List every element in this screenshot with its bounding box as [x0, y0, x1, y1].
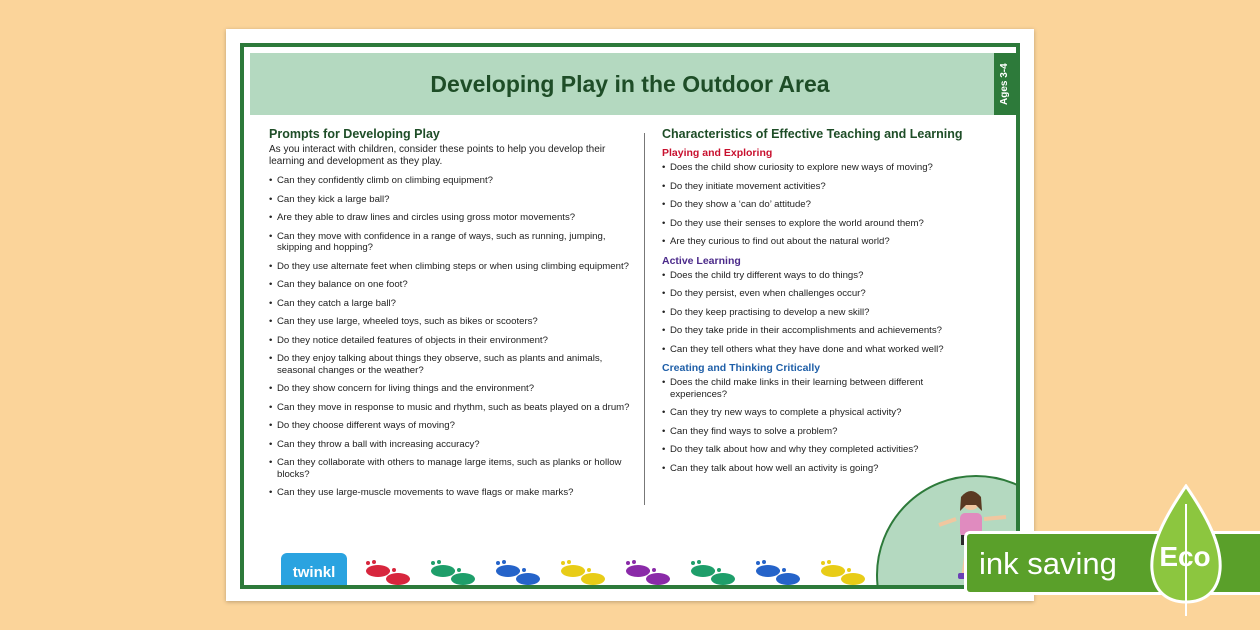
active-list [662, 270, 982, 356]
footprint-icon [821, 560, 865, 585]
list-item: • Can they use large, wheeled toys, such as bikes or scooters? [269, 316, 634, 328]
list-item: • Do they persist, even when challenges occur? [662, 288, 982, 300]
list-item: • Does the child make links in their learning between different experiences? [662, 377, 982, 400]
list-item: • Can they try new ways to complete a physical activity? [662, 407, 982, 419]
playing-list [662, 162, 982, 248]
eco-label: Eco [1159, 541, 1211, 572]
prompts-heading: Prompts for Developing Play [269, 127, 440, 141]
footprint-icon [626, 560, 670, 585]
title-banner [250, 53, 1010, 115]
list-item: • Do they keep practising to develop a new skill? [662, 307, 982, 319]
list-item: • Can they tell others what they have done and what worked well? [662, 344, 982, 356]
footprint-icon [561, 560, 605, 585]
sheet-frame [240, 43, 1020, 589]
list-item: • Can they find ways to solve a problem? [662, 426, 982, 438]
section-heading-active: Active Learning [662, 254, 741, 267]
list-item: • Can they throw a ball with increasing accuracy? [269, 439, 634, 451]
list-item: • Can they move with confidence in a range of ways, such as running, jumping, skipping and hopping? [269, 231, 634, 254]
section-heading-playing: Playing and Exploring [662, 147, 773, 159]
list-item: • Can they talk about how well an activity is going? [662, 463, 982, 475]
list-item: • Do they talk about how and why they completed activities? [662, 444, 982, 456]
twinkl-logo: twinkl [281, 553, 347, 589]
footprint-icon [691, 560, 735, 585]
prompts-column [269, 127, 634, 506]
list-item: • Do they choose different ways of moving? [269, 420, 634, 432]
characteristics-heading: Characteristics of Effective Teaching and Learning [662, 127, 963, 141]
list-item: • Can they confidently climb on climbing equipment? [269, 175, 634, 187]
section-heading-creating: Creating and Thinking Critically [662, 362, 821, 374]
list-item: • Do they notice detailed features of objects in their environment? [269, 335, 634, 347]
footprint-icon [366, 560, 410, 585]
list-item: • Can they balance on one foot? [269, 279, 634, 291]
prompts-list [269, 175, 634, 499]
list-item: • Can they catch a large ball? [269, 298, 634, 310]
list-item: • Are they curious to find out about the natural world? [662, 236, 982, 248]
footprints-row [364, 559, 884, 589]
list-item: • Are they able to draw lines and circles using gross motor movements? [269, 212, 634, 224]
characteristics-column [662, 127, 982, 481]
list-item: • Do they initiate movement activities? [662, 181, 982, 193]
list-item: • Can they kick a large ball? [269, 194, 634, 206]
footprint-icon [496, 560, 540, 585]
list-item: • Do they take pride in their accomplishments and achievements? [662, 325, 982, 337]
list-item: • Can they use large-muscle movements to wave flags or make marks? [269, 487, 634, 499]
resource-sheet [226, 29, 1034, 601]
list-item: • Does the child show curiosity to explore new ways of moving? [662, 162, 982, 174]
page-title: Developing Play in the Outdoor Area [430, 71, 830, 97]
list-item: • Can they collaborate with others to manage large items, such as planks or hollow blocks? [269, 457, 634, 480]
list-item: • Does the child try different ways to do things? [662, 270, 982, 282]
list-item: • Can they move in response to music and rhythm, such as beats played on a drum? [269, 402, 634, 414]
column-divider [644, 133, 645, 505]
prompts-intro: As you interact with children, consider these points to help you develop their learning and development as they play. [269, 144, 606, 167]
footprint-icon [756, 560, 800, 585]
ink-saving-label: ink saving [979, 546, 1117, 581]
footprint-icon [431, 560, 475, 585]
list-item: • Do they show a ‘can do’ attitude? [662, 199, 982, 211]
age-tab: Ages 3-4 [994, 53, 1016, 115]
list-item: • Do they use their senses to explore the world around them? [662, 218, 982, 230]
list-item: • Do they enjoy talking about things they observe, such as plants and animals, seasonal changes or the weather? [269, 353, 634, 376]
list-item: • Do they show concern for living things and the environment? [269, 383, 634, 395]
list-item: • Do they use alternate feet when climbing steps or when using climbing equipment? [269, 261, 634, 273]
creating-list [662, 377, 982, 474]
